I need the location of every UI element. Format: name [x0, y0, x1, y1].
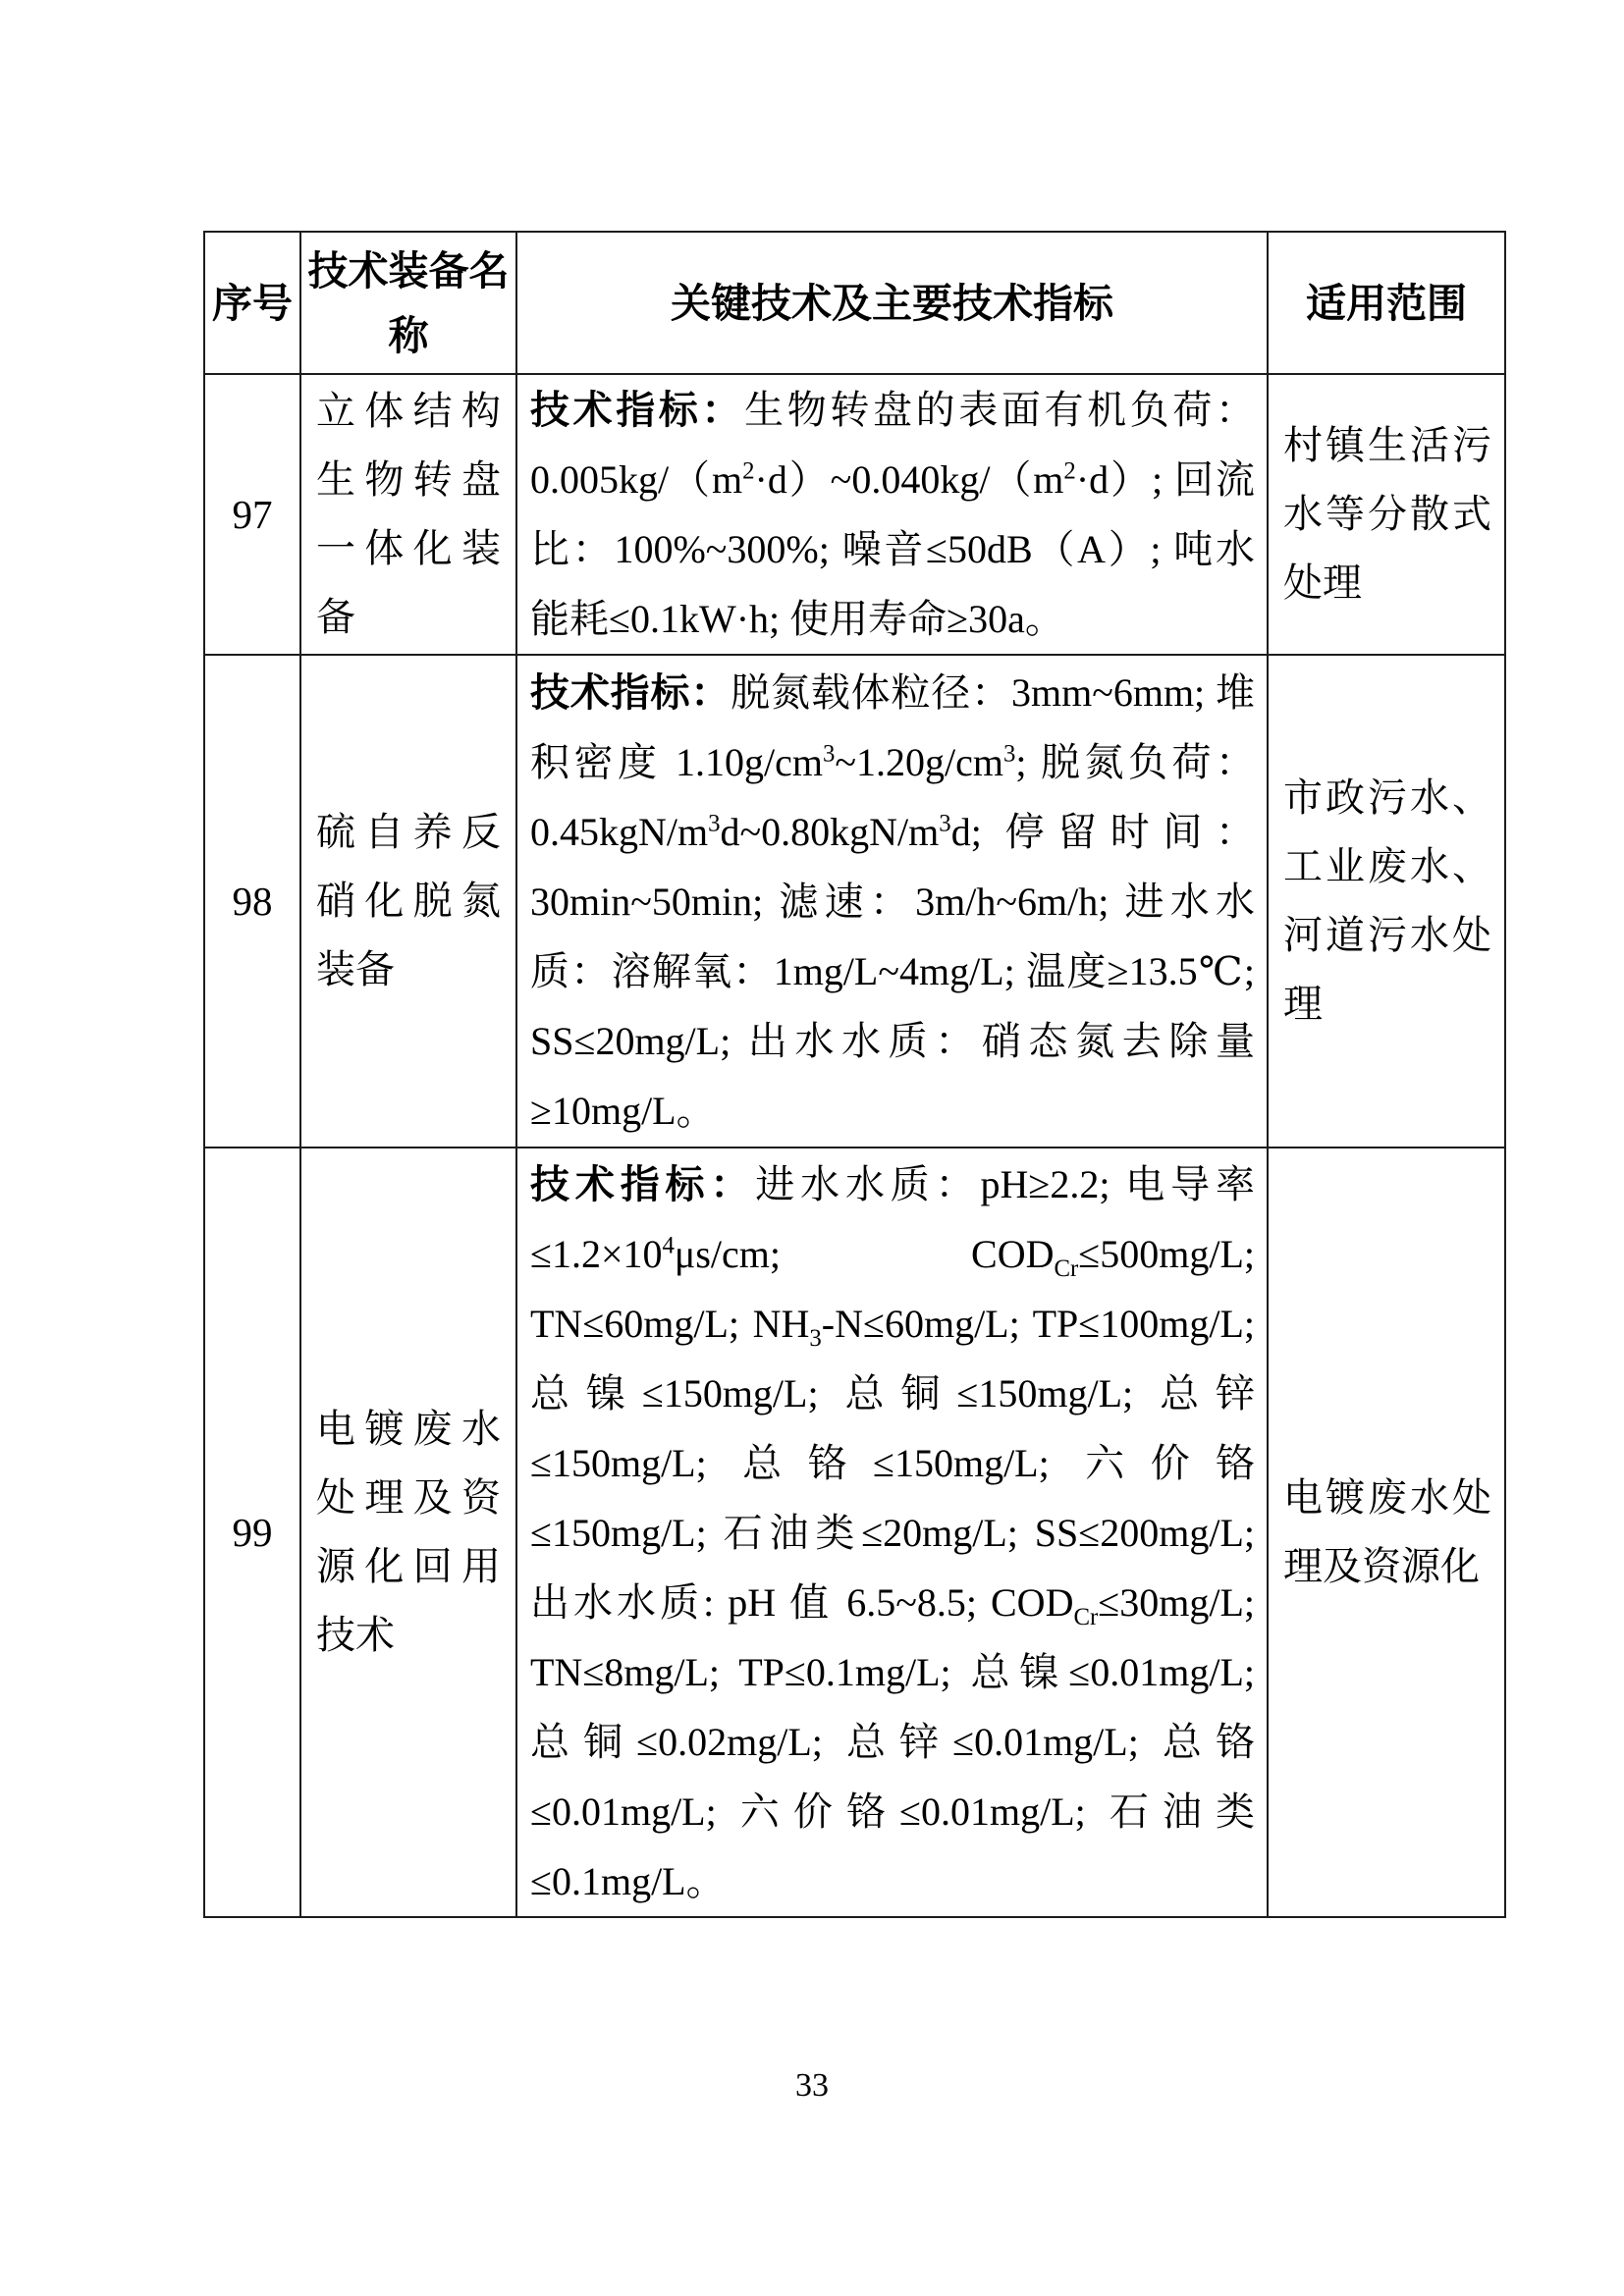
header-index: 序号 [204, 232, 300, 374]
cell-key-tech [516, 1148, 1268, 1917]
spec-text: 进水水质：pH≥2.2; 电导率$\le 1.2\times 10^4\mu s/cm$; $COD_{Cr}\le 500mg/L$; TN≤60mg/L; $NH_3-N\le 60mg/L$; TP≤100mg/L; 总镍≤150mg/L; 总铜≤150mg/L; 总锌≤150mg/L; 总铬≤150mg/L; 六价铬≤150mg/L; 石油类≤20mg/L; SS≤200mg/L; 出水水质: pH 值 6.5~8.5; $COD_{Cr}\le 30mg/L$; TN≤8mg/L; TP≤0.1mg/L; 总镍≤0.01mg/L; 总铜≤0.02mg/L; 总锌≤0.01mg/L; 总铬≤0.01mg/L; 六价铬≤0.01mg/L; 石油类≤0.1mg/L。 [530, 1161, 1256, 1903]
table-row [204, 655, 1505, 1148]
cell-scope: 市政污水、工业废水、河道污水处理 [1268, 655, 1505, 1148]
cell-equipment-name: 电镀废水处理及资源化回用技术 [300, 1148, 516, 1917]
spec-text: 脱氮载体粒径：3mm~6mm; 堆积密度 $1.10g/cm^3\sim 1.20g/cm^3$; 脱氮负荷：$0.45kgN/m^3d\sim 0.80kgN/m^3d$; 停留时间：30min~50min; 滤速：3m/h~6m/h; 进水水质：溶解氧：1mg/L~4mg/L; 温度≥13.5℃; SS≤20mg/L; 出水水质：硝态氮去除量≥10mg/L。 [530, 669, 1255, 1133]
header-key-tech: 关键技术及主要技术指标 [516, 232, 1268, 374]
cell-key-tech [516, 655, 1268, 1148]
table-row [204, 374, 1505, 655]
cell-index: 98 [204, 655, 300, 1148]
spec-label: 技术指标： [530, 388, 745, 432]
cell-index: 97 [204, 374, 300, 655]
spec-label: 技术指标： [530, 669, 731, 715]
spec-label: 技术指标： [530, 1161, 756, 1206]
table-header-row [204, 232, 1505, 374]
header-equipment-name: 技术装备名称 [300, 232, 516, 374]
cell-scope: 村镇生活污水等分散式处理 [1268, 374, 1505, 655]
spec-text: 生物转盘的表面有机负荷：$0.005kg/(m^2\cdot d)\sim 0.040kg/(m^2\cdot d)$; 回流比：100%~300%; 噪音≤50dB（A）; 吨水能耗≤0.1kW·h; 使用寿命≥30a。 [530, 388, 1255, 641]
table-row [204, 1148, 1505, 1917]
cell-scope: 电镀废水处理及资源化 [1268, 1148, 1505, 1917]
cell-key-tech [516, 374, 1268, 655]
cell-index: 99 [204, 1148, 300, 1917]
cell-equipment-name: 立体结构生物转盘一体化装备 [300, 374, 516, 655]
header-scope: 适用范围 [1268, 232, 1505, 374]
equipment-spec-table [203, 231, 1506, 1918]
cell-equipment-name: 硫自养反硝化脱氮装备 [300, 655, 516, 1148]
page-number: 33 [795, 2067, 829, 2104]
